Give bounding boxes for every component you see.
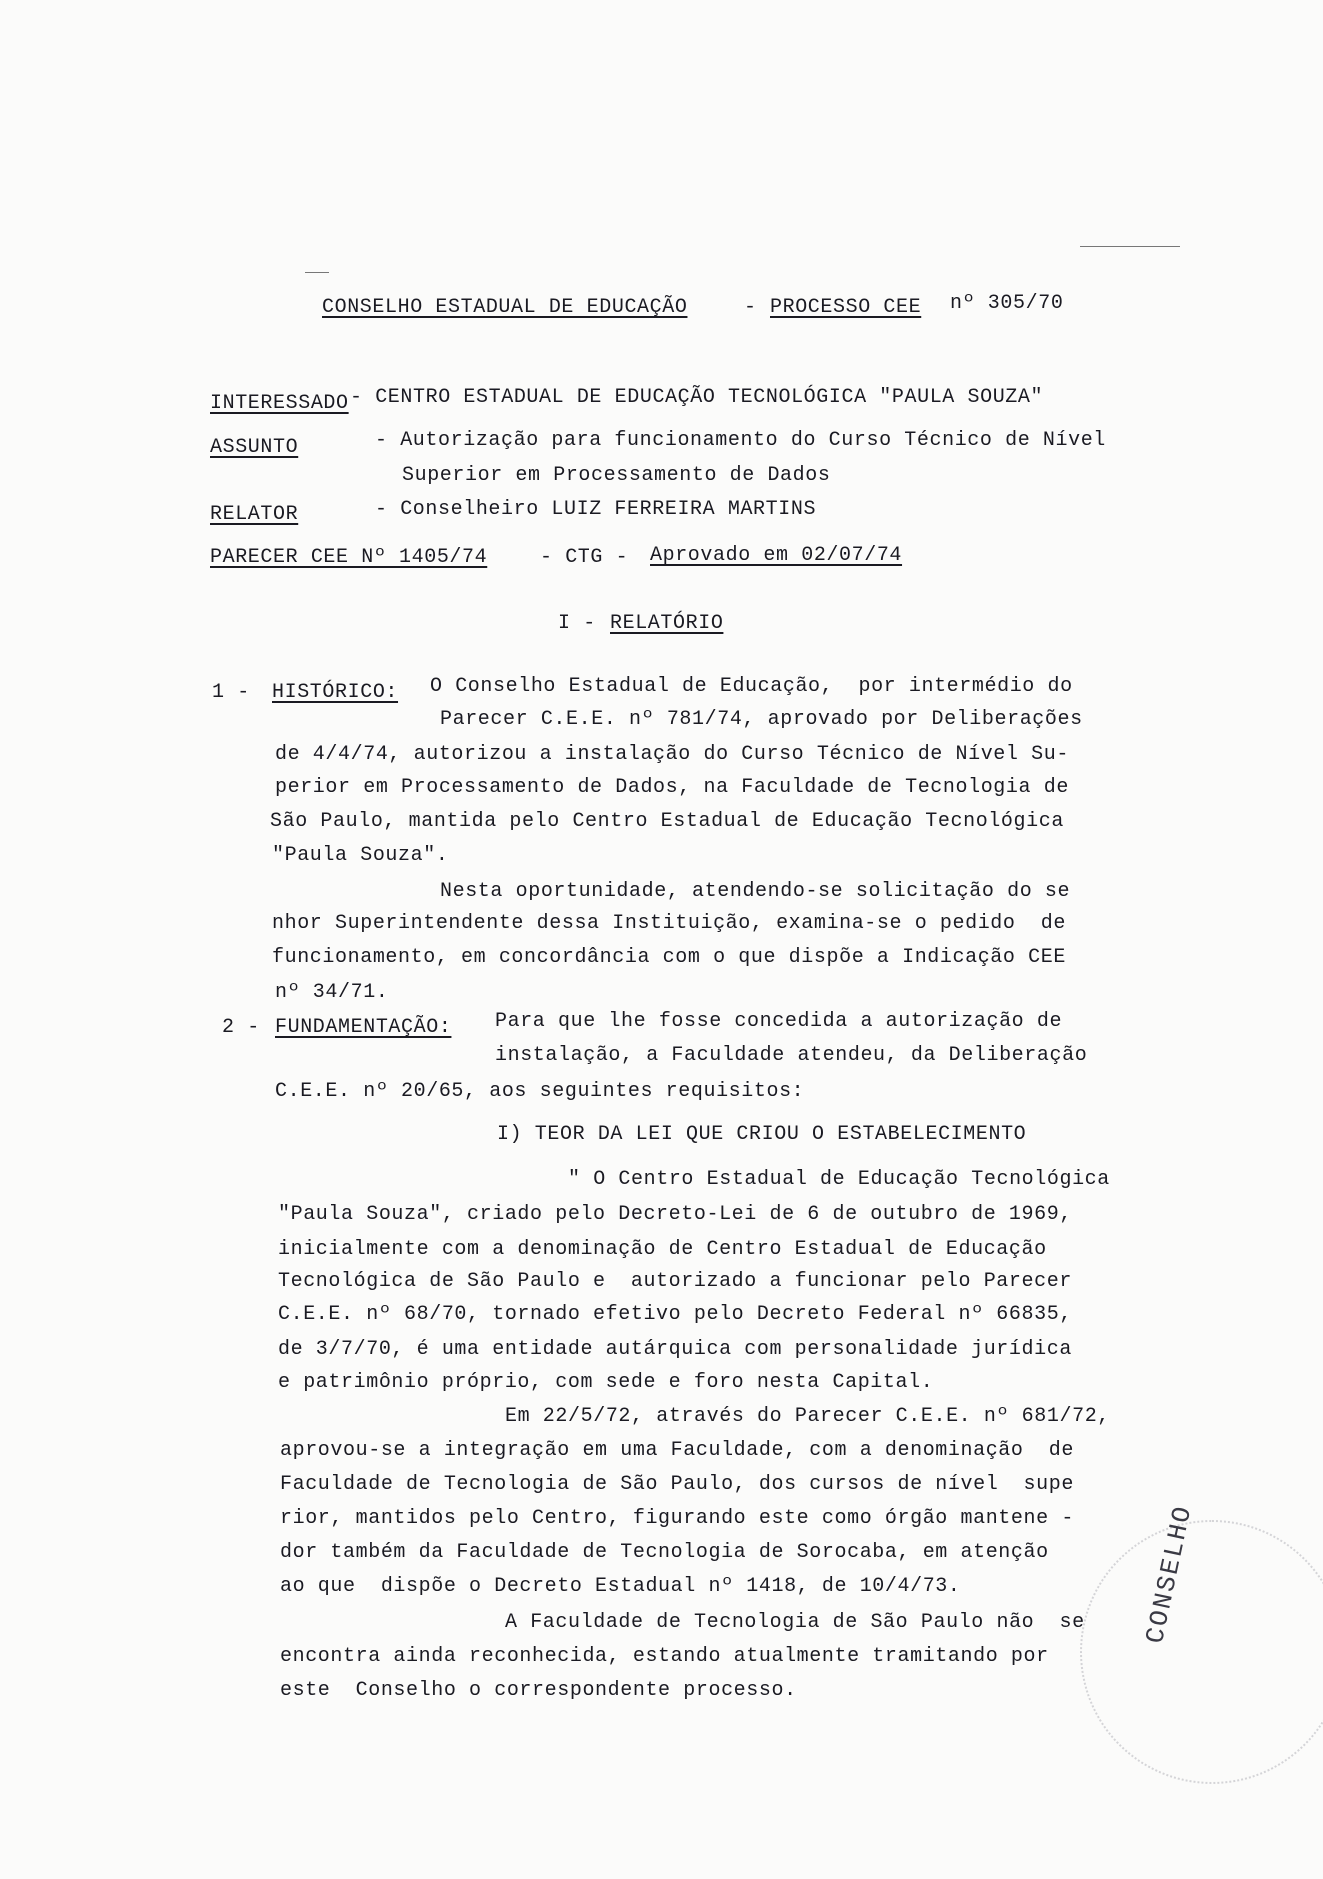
fundamentacao-line: aprovou-se a integração em uma Faculdade, com a denominação de xyxy=(280,1439,1074,1462)
stamp-text: CONSELHO xyxy=(1140,1502,1199,1647)
header-council: CONSELHO ESTADUAL DE EDUCAÇÃO xyxy=(322,296,688,319)
header-process-number: nº 305/70 xyxy=(950,292,1064,315)
fundamentacao-line: de 3/7/70, é uma entidade autárquica com personalidade jurídica xyxy=(278,1338,1072,1361)
parecer-approved: Aprovado em 02/07/74 xyxy=(650,544,903,567)
fundamentacao-line: inicialmente com a denominação de Centro Estadual de Educação xyxy=(278,1238,1047,1261)
fundamentacao-line: Faculdade de Tecnologia de São Paulo, dos cursos de nível supe xyxy=(280,1473,1074,1496)
historico-line: Parecer C.E.E. nº 781/74, aprovado por Deliberações xyxy=(440,708,1083,731)
teor-heading: I) TEOR DA LEI QUE CRIOU O ESTABELECIMENTO xyxy=(497,1123,1027,1146)
historico-line: nhor Superintendente dessa Instituição, examina-se o pedido de xyxy=(272,912,1066,935)
fundamentacao-line: encontra ainda reconhecida, estando atualmente tramitando por xyxy=(280,1645,1049,1668)
fundamentacao-line: Para que lhe fosse concedida a autorização de xyxy=(495,1010,1063,1033)
relator-label: RELATOR xyxy=(210,503,299,526)
historico-line: perior em Processamento de Dados, na Faculdade de Tecnologia de xyxy=(275,776,1069,799)
fundamentacao-line: " O Centro Estadual de Educação Tecnológica xyxy=(568,1168,1110,1191)
fundamentacao-line: C.E.E. nº 68/70, tornado efetivo pelo Decreto Federal nº 66835, xyxy=(278,1303,1072,1326)
interessado-value: - CENTRO ESTADUAL DE EDUCAÇÃO TECNOLÓGICA "PAULA SOUZA" xyxy=(350,386,1044,409)
parecer-label: PARECER CEE Nº 1405/74 xyxy=(210,546,488,569)
historico-number: 1 - xyxy=(212,681,250,704)
fundamentacao-line: ao que dispõe o Decreto Estadual nº 1418, de 10/4/73. xyxy=(280,1575,961,1598)
fundamentacao-line: instalação, a Faculdade atendeu, da Deliberação xyxy=(495,1044,1088,1067)
historico-label: HISTÓRICO: xyxy=(272,681,399,704)
header-process-label: PROCESSO CEE xyxy=(770,296,922,319)
header-separator: - xyxy=(744,296,757,319)
fundamentacao-line: C.E.E. nº 20/65, aos seguintes requisitos: xyxy=(275,1080,805,1103)
historico-line: funcionamento, em concordância com o que dispõe a Indicação CEE xyxy=(272,946,1066,969)
historico-line: nº 34/71. xyxy=(275,981,389,1004)
top-left-dash xyxy=(305,272,329,273)
section-title: RELATÓRIO xyxy=(610,612,724,635)
fundamentacao-line: Em 22/5/72, através do Parecer C.E.E. nº 681/72, xyxy=(505,1405,1110,1428)
historico-line: São Paulo, mantida pelo Centro Estadual de Educação Tecnológica xyxy=(270,810,1064,833)
assunto-line2: Superior em Processamento de Dados xyxy=(402,464,831,487)
assunto-label: ASSUNTO xyxy=(210,436,299,459)
fundamentacao-label: FUNDAMENTAÇÃO: xyxy=(275,1016,452,1039)
historico-line: O Conselho Estadual de Educação, por intermédio do xyxy=(430,675,1073,698)
fundamentacao-line: este Conselho o correspondente processo. xyxy=(280,1679,797,1702)
relator-value: - Conselheiro LUIZ FERREIRA MARTINS xyxy=(375,498,817,521)
fundamentacao-line: A Faculdade de Tecnologia de São Paulo não se xyxy=(505,1611,1085,1634)
section-roman: I - xyxy=(558,612,596,635)
assunto-line1: - Autorização para funcionamento do Curso Técnico de Nível xyxy=(375,429,1106,452)
historico-line: "Paula Souza". xyxy=(272,844,449,867)
fundamentacao-line: "Paula Souza", criado pelo Decreto-Lei de 6 de outubro de 1969, xyxy=(278,1203,1072,1226)
stamp-seal xyxy=(1080,1520,1323,1784)
top-right-dash xyxy=(1080,246,1180,247)
historico-line: de 4/4/74, autorizou a instalação do Curso Técnico de Nível Su- xyxy=(275,743,1069,766)
fundamentacao-line: Tecnológica de São Paulo e autorizado a funcionar pelo Parecer xyxy=(278,1270,1072,1293)
fundamentacao-number: 2 - xyxy=(222,1016,260,1039)
historico-line: Nesta oportunidade, atendendo-se solicitação do se xyxy=(440,880,1071,903)
parecer-mid: - CTG - xyxy=(540,546,629,569)
fundamentacao-line: e patrimônio próprio, com sede e foro nesta Capital. xyxy=(278,1371,934,1394)
fundamentacao-line: dor também da Faculdade de Tecnologia de Sorocaba, em atenção xyxy=(280,1541,1049,1564)
fundamentacao-line: rior, mantidos pelo Centro, figurando este como órgão mantene - xyxy=(280,1507,1074,1530)
interessado-label: INTERESSADO xyxy=(210,392,349,415)
